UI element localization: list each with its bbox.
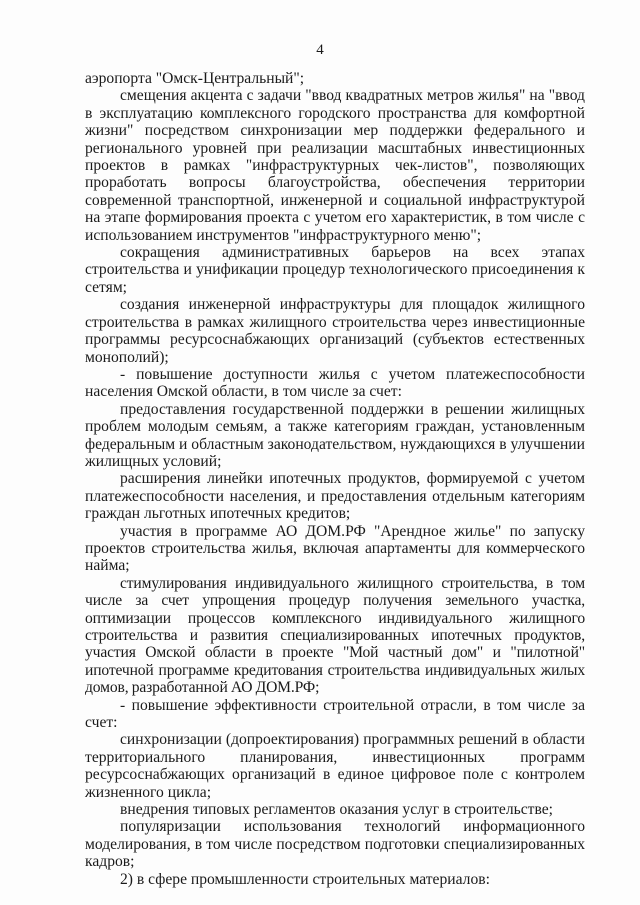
paragraph-11: синхронизации (допроектирования) программных решений в области территориального планирования, инвестиционных программ ресурсоснабжающих организаций в единое цифровое поле с контролем жизненного цикла; (85, 731, 585, 801)
paragraph-5: - повышение доступности жилья с учетом платежеспособности населения Омской области, в том числе за счет: (85, 365, 585, 401)
document-body (85, 70, 585, 888)
paragraph-8: участия в программе АО ДОМ.РФ "Арендное жилье" по запуску проектов строительства жилья, включая апартаменты для коммерческого найма; (85, 522, 585, 575)
paragraph-6: предоставления государственной поддержки в решении жилищных проблем молодым семьям, а также категориям граждан, установленным федеральным и областным законодательством, нуждающихся в улучшении жилищных условий; (85, 400, 585, 470)
paragraph-13: популяризации использования технологий информационного моделирования, в том числе посредством подготовки специализированных кадров; (85, 818, 585, 871)
paragraph-14: 2) в сфере промышленности строительных материалов: (120, 870, 490, 888)
page-number: 4 (316, 42, 324, 58)
paragraph-7: расширения линейки ипотечных продуктов, формируемой с учетом платежеспособности населения, и предоставления отдельным категориям граждан льготных ипотечных кредитов; (85, 470, 585, 523)
paragraph-12: внедрения типовых регламентов оказания услуг в строительстве; (120, 801, 554, 819)
paragraph-10: - повышение эффективности строительной отрасли, в том числе за счет: (85, 696, 585, 732)
paragraph-3: сокращения административных барьеров на всех этапах строительства и унификации процедур технологического присоединения к сетям; (85, 244, 585, 296)
paragraph-2: смещения акцента с задачи "ввод квадратных метров жилья" на "ввод в эксплуатацию комплексного городского пространства для комфортной жизни" посредством синхронизации мер поддержки федерального и регионального уровней при реализации масштабных инвестиционных проектов в рамках "инфраструктурных чек-листов", позволяющих проработать вопросы благоустройства, обеспечения территории современной транспортной, инженерной и социальной инфраструктурой на этапе формирования проекта с учетом его характеристик, в том числе с использованием инструментов "инфраструктурного меню"; (85, 87, 585, 244)
paragraph-1: аэропорта "Омск-Центральный"; (85, 70, 305, 87)
paragraph-4: создания инженерной инфраструктуры для площадок жилищного строительства в рамках жилищного строительства через инвестиционные программы ресурсоснабжающих организаций (субъектов естественных монополий); (85, 296, 585, 366)
paragraph-9: стимулирования индивидуального жилищного строительства, в том числе за счет упрощения процедур получения земельного участка, оптимизации процессов комплексного индивидуального жилищного строительства и развития специализированных ипотечных продуктов, участия Омской области в проекте "Мой частный дом" и "пилотной" ипотечной программе кредитования строительства индивидуальных жилых домов, разработанной АО ДОМ.РФ; (85, 574, 585, 697)
